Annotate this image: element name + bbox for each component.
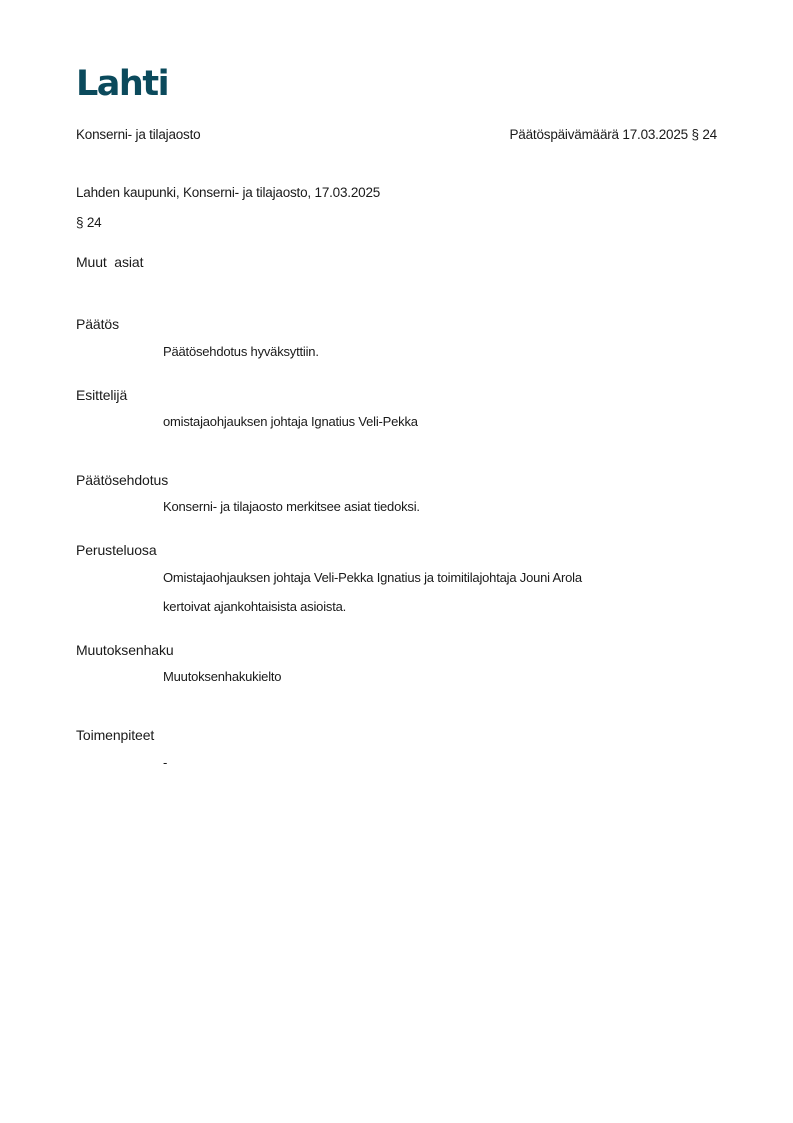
section-label-proposal: Päätösehdotus xyxy=(76,472,169,488)
section-text: Päätösehdotus hyväksyttiin. xyxy=(163,344,319,359)
section-body-decision xyxy=(163,337,319,366)
decision-date: Päätöspäivämäärä 17.03.2025 § 24 xyxy=(509,127,717,142)
section-label-appeal: Muutoksenhaku xyxy=(76,642,174,658)
section-text: kertoivat ajankohtaisista asioista. xyxy=(163,599,347,614)
section-body-appeal xyxy=(163,662,281,691)
section-text: Konserni- ja tilajaosto merkitsee asiat tiedoksi. xyxy=(163,499,420,514)
section-text: Omistajaohjauksen johtaja Veli-Pekka Ignatius ja toimitilajohtaja Jouni Arola xyxy=(163,570,582,585)
paragraph-number: § 24 xyxy=(76,215,102,230)
document-title: Muut asiat xyxy=(76,254,144,270)
section-text: Muutoksenhakukielto xyxy=(163,669,282,684)
lahti-logo xyxy=(76,64,168,100)
section-body-actions xyxy=(163,748,167,777)
section-text: - xyxy=(163,755,168,770)
section-label-presenter: Esittelijä xyxy=(76,387,128,403)
section-label-actions: Toimenpiteet xyxy=(76,727,155,743)
section-label-decision: Päätös xyxy=(76,316,119,332)
svg-text:Lahti: Lahti xyxy=(76,64,168,100)
section-label-grounds: Perusteluosa xyxy=(76,542,157,558)
section-text: omistajaohjauksen johtaja Ignatius Veli-Pekka xyxy=(163,414,418,429)
organization-name: Konserni- ja tilajaosto xyxy=(76,127,201,142)
section-body-presenter xyxy=(163,407,418,436)
section-body-grounds xyxy=(163,563,582,621)
source-line: Lahden kaupunki, Konserni- ja tilajaosto, 17.03.2025 xyxy=(76,185,381,200)
section-body-proposal xyxy=(163,492,420,521)
